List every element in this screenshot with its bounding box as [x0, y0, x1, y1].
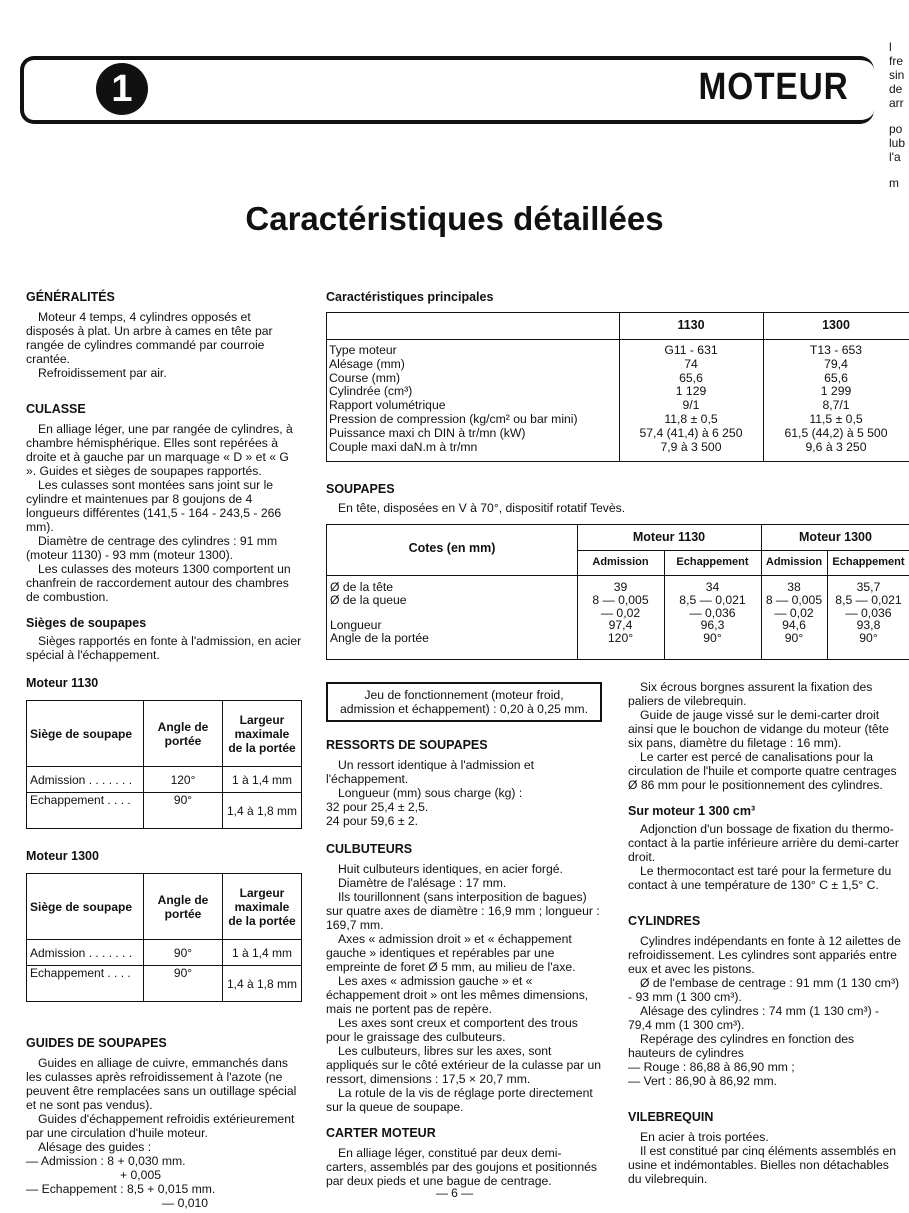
culasse-heading: CULASSE: [26, 402, 86, 416]
table-row: Type moteur G11 - 631 T13 - 653: [329, 343, 863, 357]
page-number: — 6 —: [435, 1186, 474, 1200]
carter-heading: CARTER MOTEUR: [326, 1126, 436, 1140]
table-row: Echappement . . . . 90° 1,4 à 1,8 mm: [27, 793, 302, 829]
adjacent-page-edge: l fre sin de arr po lub l'a m: [889, 40, 906, 190]
table-row: Pression de compression (kg/cm² ou bar mini) 11,8 ± 0,5 11,5 ± 0,5: [329, 411, 863, 426]
table-row: Couple maxi daN.m à tr/mn 7,9 à 3 500 9,6 à 3 250: [329, 439, 867, 454]
soupapes-heading: SOUPAPES: [326, 482, 395, 496]
column-3: Six écrous borgnes assurent la fixation des paliers de vilebrequin. Guide de jauge vissé sur le demi-carter droit ainsi que le bouchon de vidange du moteur (tête six pans, diamètre du filetage : 16 mm). Le carter est percé de canalisations pour la circulation de l'huile et comporte quatre centrages Ø 86 mm pour le positionnement des cylindres. Sur moteur 1 300 cm³ Adjonction d'un bossage de fixation du thermo-contact à la partie inférieure arrière du demi-carter droit. Le thermocontact est taré pour la fermeture du contact à une température de 130° C ± 1,5° C. CYLINDRES Cylindres indépendants en fonte à 12 ailettes de refroidissement. Les cylindres sont appariés entre eux et avec les pistons. Ø de l'embase de centrage : 91 mm (1 130 cm³) - 93 mm (1 300 cm³). Alésage des cylindres : 74 mm (1 130 cm³) - 79,4 mm (1 300 cm³). Repérage des cylindres en fonction des hauteurs de cylindres — Rouge : 86,88 à 86,90 mm ; — Vert : 86,90 à 86,92 mm. VILEBREQUIN En acier à trois portées. Il est constitué par cinq éléments assemblés en usine et indémontables. Bielles non détachables du vilebrequin.: [628, 680, 904, 1186]
table-row: Echappement . . . . 90° 1,4 à 1,8 mm: [27, 966, 302, 1002]
guides-p2: Guides d'échappement refroidis extérieurement par une circulation d'huile moteur.: [26, 1112, 295, 1140]
table-row: Ø de la queue 8 — 0,005 — 0,02 8,5 — 0,021 — 0,036 8 — 0,005 — 0,02 8,5 — 0,021 — 0,036: [330, 592, 902, 620]
main-specs-heading: Caractéristiques principales: [326, 290, 494, 304]
seat-table-1300: Siège de soupape Angle de portée Largeur maximale de la portée Admission . . . . . . . 90° 1 à 1,4 mm Echappement . . . . 90° 1,4 à 1,8 mm: [26, 873, 302, 1002]
valve-dimensions-table: Cotes (en mm) Moteur 1130 Moteur 1300 Admission Echappement Admission Echappement Ø de la tête 39 34 38 35,7 Ø de la queue 8 — 0,005 — 0,02 8,5 — 0,021 — 0,036 8 — 0,005 — 0,02 8,5 — 0,021 — 0,036 Longueur 97,4 96,3 94,6 93,8 Angle de la portée 120° 90° 90° 90°: [326, 524, 909, 660]
sieges-text: Sièges rapportés en fonte à l'admission, en acier spécial à l'échappement.: [26, 634, 302, 662]
culbuteurs-heading: CULBUTEURS: [326, 842, 413, 856]
ressorts-p2: Longueur (mm) sous charge (kg) :: [338, 786, 523, 800]
culasse-p4: Les culasses des moteurs 1300 comportent un chanfrein de raccordement autour des chambres de combustion.: [26, 562, 291, 604]
generalites-text2: Refroidissement par air.: [38, 366, 167, 380]
column-2: RESSORTS DE SOUPAPES Un ressort identique à l'admission et l'échappement. Longueur (mm) sous charge (kg) : 32 pour 25,4 ± 2,5. 24 pour 59,6 ± 2. CULBUTEURS Huit culbuteurs identiques, en acier forgé. Diamètre de l'alésage : 17 mm. Ils tourillonnent (sans interposition de bagues) sur quatre axes de diamètre : 16,9 mm ; longueur : 169,7 mm. Axes « admission droit » et « échappement gauche » identiques et repérables par une empreinte de foret Ø 5 mm, au milieu de l'axe. Les axes « admission gauche » et « échappement droit » ont les mêmes dimensions, mais ne portent pas de repère. Les axes sont creux et comportent des trous pour le graissage des culbuteurs. Les culbuteurs, libres sur les axes, sont appliqués sur le côté extérieur de la culasse par un ressort, dimensions : 17,5 × 20,7 mm. La rotule de la vis de réglage porte directement sur la queue de soupape. CARTER MOTEUR En alliage léger, constitué par deux demi-carters, assemblés par des goujons et positionnés par deux pieds et une bague de centrage.: [326, 738, 602, 1188]
generalites-heading: GÉNÉRALITÉS: [26, 290, 115, 304]
culasse-p1: En alliage léger, une par rangée de cylindres, à chambre hémisphérique. Elles sont repérées à droite et à gauche par un marquage « D » et « G ». Guides et sièges de soupapes rapportés.: [26, 422, 293, 478]
cylindres-heading: CYLINDRES: [628, 914, 701, 928]
page-title: Caractéristiques détaillées: [245, 200, 664, 237]
sieges-heading: Sièges de soupapes: [26, 616, 147, 630]
guides-p1: Guides en alliage de cuivre, emmanchés dans les culasses après refroidissement à l'azote (ne peuvent être remplacées sans un outillage spécial et ne sont pas vendus).: [26, 1056, 297, 1112]
main-specs-section: [326, 290, 909, 304]
section-title: MOTEUR: [698, 66, 849, 108]
table-row: Ø de la tête 39 34 38 35,7: [330, 580, 881, 594]
table-row: Alésage (mm) 74 79,4: [329, 356, 848, 371]
soupapes-text: En tête, disposées en V à 70°, dispositif rotatif Tevès.: [338, 501, 626, 515]
guides-adm: — Admission : 8 + 0,030 mm.: [26, 1154, 186, 1168]
moteur-1130-title: Moteur 1130: [26, 676, 99, 690]
table-row: Admission . . . . . . . 120° 1 à 1,4 mm: [27, 767, 302, 793]
table-row: Rapport volumétrique 9/1 8,7/1: [329, 398, 850, 413]
chapter-number-badge: 1: [96, 63, 148, 115]
culasse-p3: Diamètre de centrage des cylindres : 91 mm (moteur 1130) - 93 mm (moteur 1300).: [26, 534, 278, 562]
guides-heading: GUIDES DE SOUPAPES: [26, 1036, 167, 1050]
guides-p3: Alésage des guides :: [38, 1140, 152, 1154]
seat-table-1130: Siège de soupape Angle de portée Largeur maximale de la portée Admission . . . . . . . 120° 1 à 1,4 mm Echappement . . . . 90° 1,4 à 1,8 mm: [26, 700, 302, 829]
table-row: Cylindrée (cm³) 1 129 1 299: [329, 384, 852, 399]
table-row: Angle de la portée 120° 90° 90° 90°: [330, 631, 878, 646]
guides-ech: — Echappement : 8,5 + 0,015 mm.: [26, 1182, 216, 1196]
table-row: Puissance maxi ch DIN à tr/mn (kW) 57,4 (41,4) à 6 250 61,5 (44,2) à 5 500: [329, 425, 888, 440]
generalites-text: Moteur 4 temps, 4 cylindres opposés et disposés à plat. Un arbre à cames en tête par rangée de cylindres commandé par courroie crantée.: [26, 310, 273, 366]
column-1: GÉNÉRALITÉS Moteur 4 temps, 4 cylindres opposés et disposés à plat. Un arbre à cames en tête par rangée de cylindres commandé par courroie crantée. Refroidissement par air. CULASSE En alliage léger, une par rangée de cylindres, à chambre hémisphérique. Elles sont repérées à droite et à gauche par un marquage « D » et « G ». Guides et sièges de soupapes rapportés. Les culasses sont montées sans joint sur le cylindre et maintenues par 8 goujons de 4 longueurs différentes (141,5 - 164 - 243,5 - 266 mm). Diamètre de centrage des cylindres : 91 mm (moteur 1130) - 93 mm (moteur 1300). Les culasses des moteurs 1300 comportent un chanfrein de raccordement autour des chambres de combustion. Sièges de soupapes Sièges rapportés en fonte à l'admission, en acier spécial à l'échappement. Moteur 1130 Siège de soupape Angle de portée Largeur maximale de la portée Admission . . . . . . . 120° 1 à 1,4 mm Echappement . . . . 90° 1,4 à 1,8 mm Moteur 1300 Siège de soupape Angle de portée Largeur maximale de la portée Admission . . . . . . . 90° 1 à 1,4 mm Echappement . . . . 90° 1,4 à 1,8 mm GUIDES DE SOUPAPES Guides en alliage de cuivre, emmanchés dans les culasses après refroidissement à l'azote (ne peuvent être remplacées sans un outillage spécial et ne sont pas vendus). Guides d'échappement refroidis extérieurement par une circulation d'huile moteur. Alésage des guides : — Admission : 8 + 0,030 mm. + 0,005 — Echappement : 8,5 + 0,015 mm. — 0,010: [26, 290, 302, 1210]
culasse-p2: Les culasses sont montées sans joint sur le cylindre et maintenues par 8 goujons de 4 longueurs différentes (141,5 - 164 - 243,5 - 266 mm).: [26, 478, 282, 534]
soupapes-section: [326, 482, 909, 515]
jeu-box: Jeu de fonctionnement (moteur froid, admission et échappement) : 0,20 à 0,25 mm.: [326, 682, 602, 722]
ressorts-heading: RESSORTS DE SOUPAPES: [326, 738, 488, 752]
table-row: Admission . . . . . . . 90° 1 à 1,4 mm: [27, 940, 302, 966]
table-row: Course (mm) 65,6 65,6: [329, 370, 848, 385]
table-row: Longueur 97,4 96,3 94,6 93,8: [330, 618, 881, 633]
main-specs-table: 1130 1300 Type moteur G11 - 631 T13 - 653 Alésage (mm) 74 79,4 Course (mm) 65,6 65,6 Cylindrée (cm³) 1 129 1 299 Rapport volumétrique 9/1 8,7/1 Pression de compression (kg/cm² ou bar mini) 11,8 ± 0,5 11,5 ± 0,5 Puissance maxi ch DIN à tr/mn (kW) 57,4 (41,4) à 6 250 61,5 (44,2) à 5 500 Couple maxi daN.m à tr/mn 7,9 à 3 500 9,6 à 3 250: [326, 312, 909, 462]
ressorts-p1: Un ressort identique à l'admission et l'échappement.: [326, 758, 535, 786]
moteur-1300-title: Moteur 1300: [26, 849, 99, 863]
vilebrequin-heading: VILEBREQUIN: [628, 1110, 714, 1124]
sur-moteur-heading: Sur moteur 1 300 cm³: [628, 804, 756, 818]
